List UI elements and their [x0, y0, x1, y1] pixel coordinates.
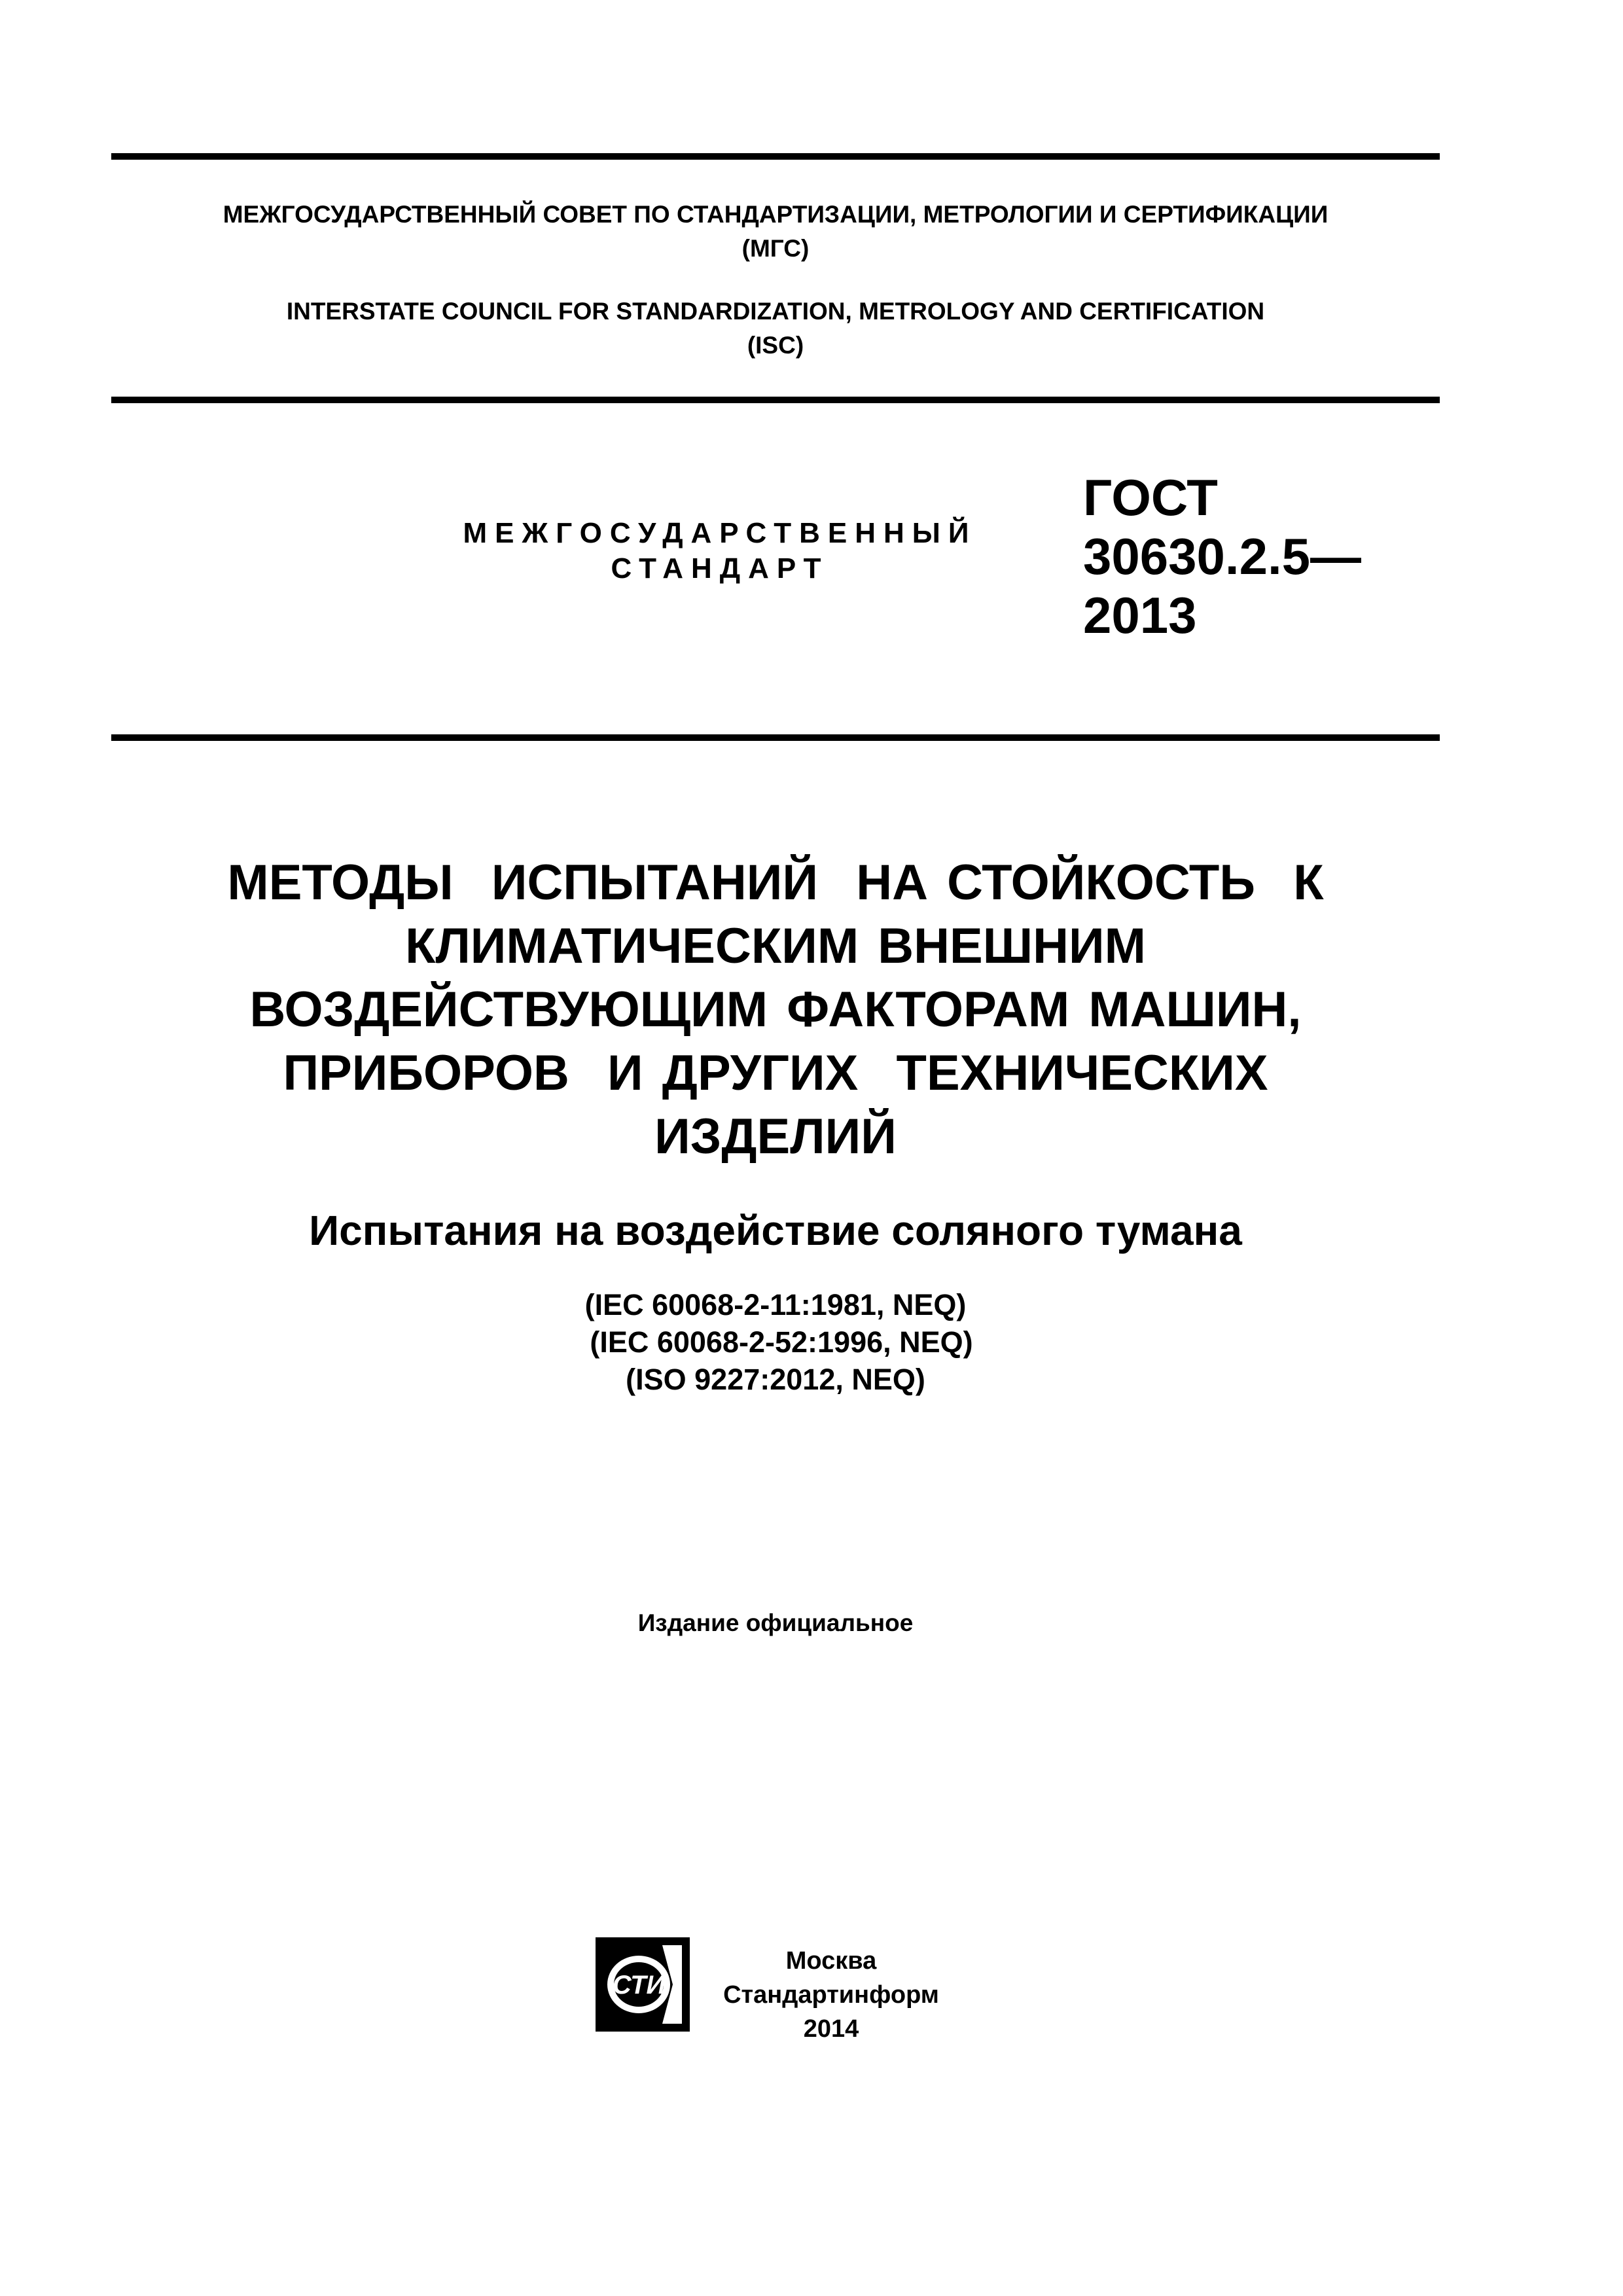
gost-year: 2013 — [1083, 586, 1197, 644]
gost-number — [1083, 468, 1361, 645]
standartinform-logo-icon — [596, 1937, 690, 2032]
top-rule — [111, 153, 1440, 160]
title-line: ИЗДЕЛИЙ — [654, 1109, 897, 1164]
document-subtitle: Испытания на воздействие соляного тумана — [309, 1207, 1242, 1254]
council-header-ru — [111, 198, 1440, 266]
publisher-city: Москва — [785, 1947, 877, 1975]
document-title — [111, 851, 1440, 1168]
reference-item: (IEC 60068-2-11:1981, NEQ) — [584, 1288, 967, 1321]
reference-item: (IEC 60068-2-52:1996, NEQ) — [590, 1325, 973, 1359]
title-line: ВОЗДЕЙСТВУЮЩИМ ФАКТОРАМ МАШИН, — [249, 982, 1302, 1037]
publisher-name: Стандартинформ — [723, 1981, 939, 2009]
council-ru-abbr: (МГС) — [741, 235, 810, 262]
council-en-abbr: (ISC) — [747, 332, 804, 359]
standard-bottom-rule — [111, 734, 1440, 741]
title-line: ПРИБОРОВ И ДРУГИХ ТЕХНИЧЕСКИХ — [283, 1045, 1268, 1101]
header-bottom-rule — [111, 397, 1440, 403]
gost-label: ГОСТ — [1083, 469, 1218, 526]
standard-type-line1: МЕЖГОСУДАРСТВЕННЫЙ — [463, 517, 977, 549]
standard-type-line2: СТАНДАРТ — [611, 552, 829, 584]
edition-label: Издание официальное — [637, 1609, 914, 1636]
title-line: МЕТОДЫ ИСПЫТАНИЙ НА СТОЙКОСТЬ К — [227, 855, 1324, 910]
council-header-en — [111, 295, 1440, 363]
gost-code: 30630.2.5— — [1083, 528, 1362, 585]
council-ru-name: МЕЖГОСУДАРСТВЕННЫЙ СОВЕТ ПО СТАНДАРТИЗАЦИИ, МЕТРОЛОГИИ И СЕРТИФИКАЦИИ — [223, 201, 1329, 228]
publisher-info — [707, 1944, 955, 2046]
publisher-year: 2014 — [803, 2015, 859, 2043]
normative-references — [111, 1286, 1440, 1398]
standard-type — [419, 516, 1021, 586]
title-line: КЛИМАТИЧЕСКИМ ВНЕШНИМ — [405, 918, 1146, 974]
reference-item: (ISO 9227:2012, NEQ) — [626, 1363, 925, 1396]
svg-text:СТИ: СТИ — [612, 1971, 666, 2000]
council-en-name: INTERSTATE COUNCIL FOR STANDARDIZATION, METROLOGY AND CERTIFICATION — [286, 298, 1265, 325]
